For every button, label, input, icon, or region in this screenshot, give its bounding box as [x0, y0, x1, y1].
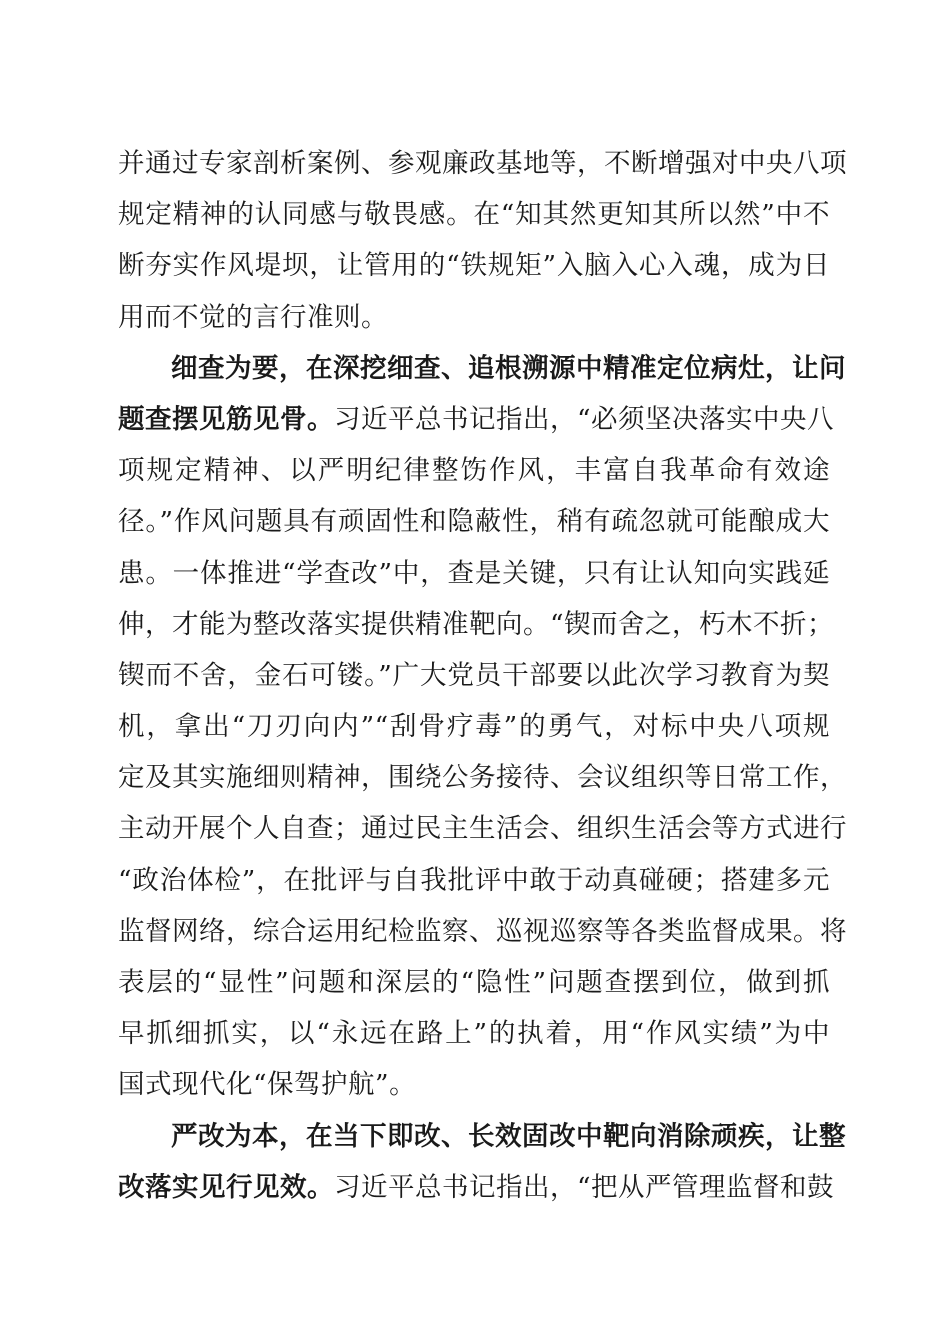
paragraph	[118, 1111, 846, 1213]
text-line	[118, 1059, 830, 1110]
body-text: 并通过专家剖析案例、参观廉政基地等，不断增强对中央八项	[118, 148, 847, 179]
text-line	[118, 445, 830, 496]
body-text: 早抓细抓实，以“永远在路上”的执着，用“作风实绩”为中	[118, 1018, 830, 1050]
text-line	[118, 752, 847, 803]
body-text: 监督网络，综合运用纪检监察、巡视巡察等各类监督成果。将	[118, 915, 847, 947]
text-line	[118, 548, 830, 599]
body-text: 径。”作风问题具有顽固性和隐蔽性，稍有疏忽就可能酿成大	[118, 506, 830, 538]
text-line	[118, 1008, 830, 1059]
text-line	[118, 701, 830, 752]
text-line	[118, 803, 847, 854]
body-text: 机，拿出“刀刃向内”“刮骨疗毒”的勇气，对标中央八项规	[118, 711, 830, 743]
body-text: 定及其实施细则精神，围绕公务接待、会议组织等日常工作，	[118, 762, 847, 794]
body-text: 锲而不舍，金石可镂。”广大党员干部要以此次学习教育为契	[118, 659, 830, 691]
body-text: 伸，才能为整改落实提供精准靶向。“锲而舍之，朽木不折；	[118, 608, 835, 640]
text-line	[118, 189, 830, 240]
text-line	[118, 957, 830, 1008]
text-line	[118, 394, 835, 445]
bold-heading-text: 细查为要，在深挖细查、追根溯源中精准定位病灶，让问	[171, 352, 846, 384]
text-line	[118, 292, 830, 343]
body-text: 国式现代化“保驾护航”。	[118, 1069, 417, 1101]
text-line	[118, 599, 835, 650]
paragraph	[118, 343, 847, 1111]
body-text: 主动开展个人自查；通过民主生活会、组织生活会等方式进行	[118, 813, 847, 845]
text-line	[118, 240, 830, 291]
text-line	[118, 1162, 835, 1213]
text-line	[118, 855, 830, 906]
document-body	[118, 138, 847, 1213]
body-text: 患。一体推进“学查改”中，查是关键，只有让认知向实践延	[118, 557, 830, 589]
text-line	[118, 496, 830, 547]
text-line	[118, 1111, 846, 1162]
text-line	[118, 343, 846, 394]
text-line	[118, 906, 847, 957]
body-text: 表层的“显性”问题和深层的“隐性”问题查摆到位，做到抓	[118, 967, 830, 998]
bold-heading-text: 改落实见行见效。	[118, 1171, 334, 1203]
body-text: 断夯实作风堤坝，让管用的“铁规矩”入脑入心入魂，成为日	[118, 250, 830, 282]
body-text: 用而不觉的言行准则。	[118, 301, 388, 333]
body-text: 规定精神的认同感与敬畏感。在“知其然更知其所以然”中不	[118, 199, 830, 231]
bold-heading-text: 严改为本，在当下即改、长效固改中靶向消除顽疾，让整	[171, 1120, 846, 1152]
text-line	[118, 650, 830, 701]
body-text: “政治体检”，在批评与自我批评中敢于动真碰硬；搭建多元	[118, 864, 830, 896]
bold-heading-text: 题查摆见筋见骨。	[118, 403, 334, 435]
body-text: 习近平总书记指出，“把从严管理监督和鼓	[334, 1171, 835, 1203]
text-line	[118, 138, 847, 189]
body-text: 习近平总书记指出，“必须坚决落实中央八	[334, 403, 835, 435]
paragraph	[118, 138, 847, 343]
body-text: 项规定精神、以严明纪律整饬作风，丰富自我革命有效途	[118, 455, 830, 487]
